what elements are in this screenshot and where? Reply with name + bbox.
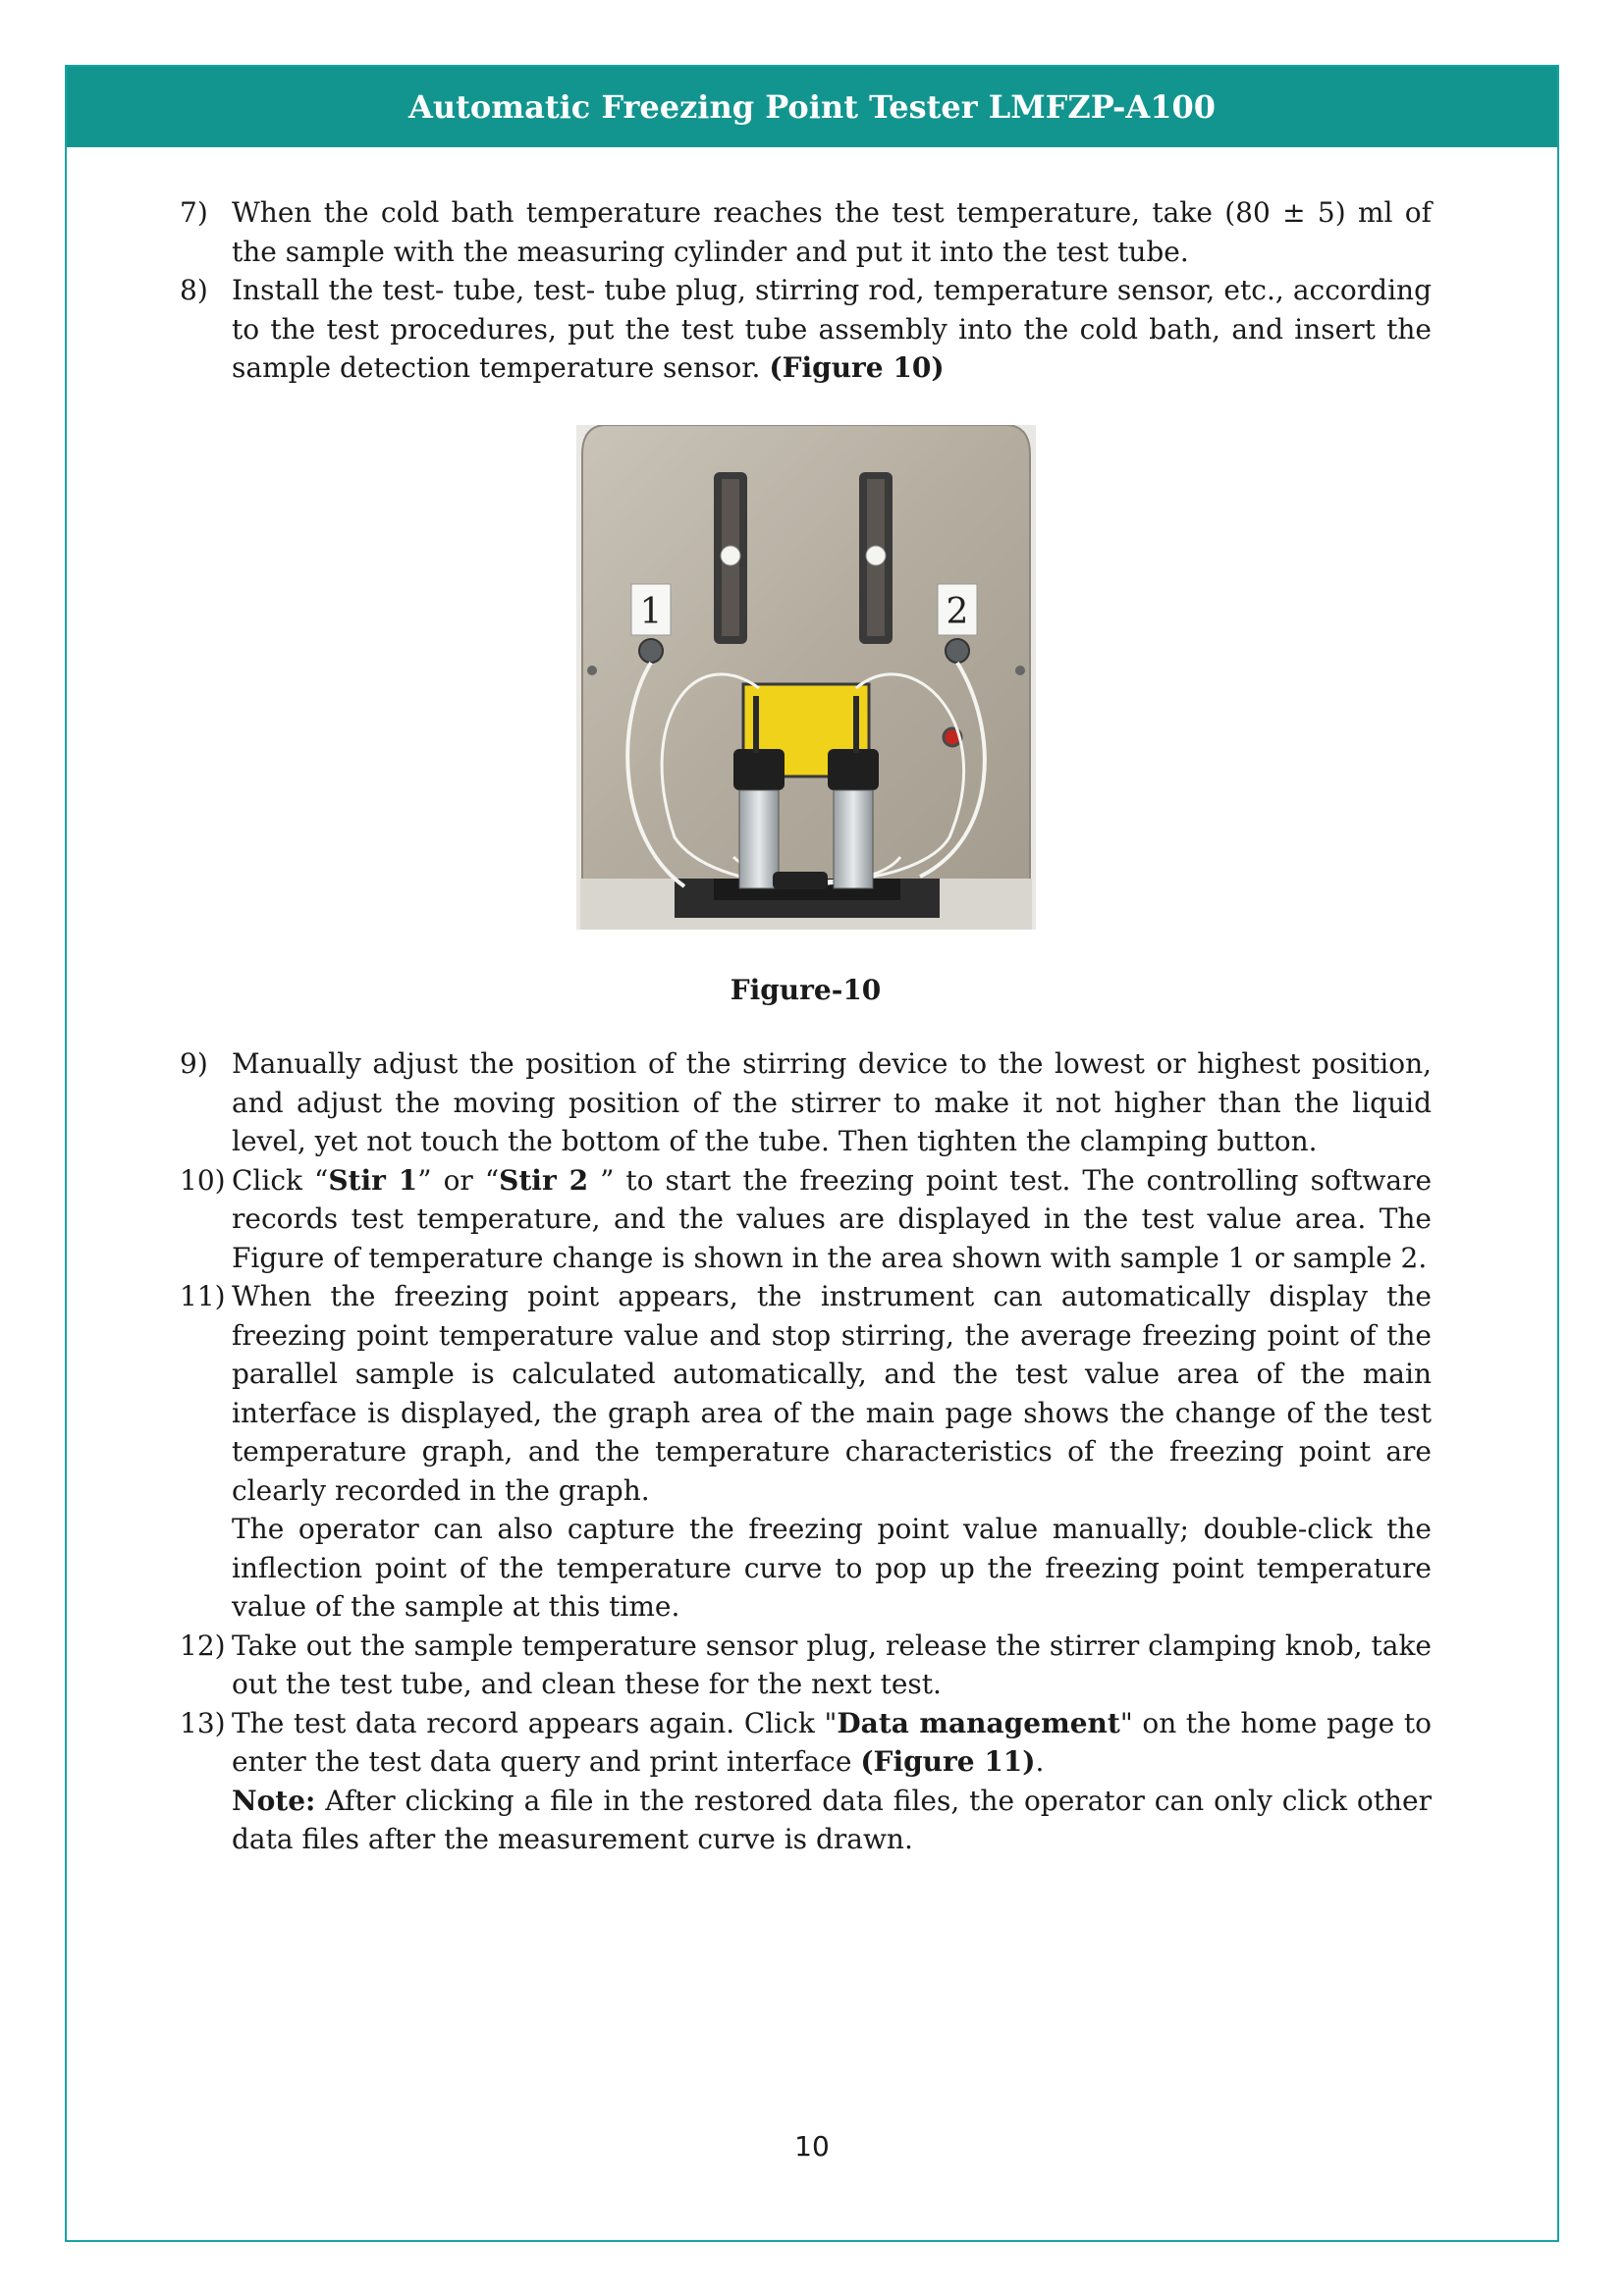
step-text-part: ” to start the freezing point test. The controlling software records test temperature, and the values are displayed in the test value area. The Figure of temperature change is shown in the area shown with sample 1 or sample 2. — [232, 1163, 1433, 1274]
figure-reference: (Figure 11) — [860, 1745, 1036, 1778]
step-10 — [180, 1161, 1432, 1278]
page-header — [67, 67, 1557, 147]
step-text-part: The test data record appears again. Click " — [232, 1706, 838, 1739]
freezing-tester-photo — [576, 425, 1036, 930]
step-text: Take out the sample temperature sensor plug, release the stirrer clamping knob, take out the test tube, and clean these for the next test. — [232, 1629, 1432, 1700]
step-number: 12) — [180, 1629, 226, 1662]
step-text: When the freezing point appears, the instrument can automatically display the freezing point temperature value and stop stirring, the average freezing point of the parallel sample is calculated automatically, and the test value area of the main interface is displayed, the graph area of the main page shows the change of the test temperature graph, and the temperature characteristics of the freezing point are clearly recorded in the graph. — [232, 1280, 1432, 1507]
step-number: 7) — [180, 196, 208, 229]
step-number: 10) — [180, 1163, 226, 1197]
step-12 — [180, 1627, 1432, 1704]
sensor-label-2: 2 — [946, 591, 968, 632]
step-13 — [180, 1704, 1432, 1859]
figure-10 — [180, 425, 1432, 930]
step-9 — [180, 1044, 1432, 1161]
step-8 — [180, 271, 1432, 388]
page-number: 10 — [794, 2130, 830, 2163]
step-text: Manually adjust the position of the stirring device to the lowest or highest position, and adjust the moving position of the stirrer to make it not higher than the liquid level, yet not touch the bottom of the tube. Then tighten the clamping button. — [232, 1047, 1432, 1157]
step-text-part: . — [1035, 1745, 1045, 1778]
step-text: When the cold bath temperature reaches the test temperature, take (80 ± 5) ml of the sample with the measuring cylinder and put it into the test tube. — [232, 196, 1432, 268]
step-text-part: " on the home page to enter the test data query and print interface — [232, 1706, 1433, 1778]
step-text-part: Click “ — [232, 1163, 329, 1197]
sensor-label-1: 1 — [639, 591, 662, 632]
step-7 — [180, 193, 1432, 271]
note-text: After clicking a file in the restored data files, the operator can only click other data files after the measurement curve is drawn. — [232, 1784, 1432, 1855]
step-number: 8) — [180, 274, 208, 306]
step-number: 13) — [180, 1706, 226, 1739]
button-reference-stir-1: Stir 1 — [328, 1163, 418, 1197]
step-text: The operator can also capture the freezing point value manually; double-click the inflection point of the temperature curve to pop up the freezing point temperature value of the sample at this time. — [232, 1513, 1432, 1623]
step-number: 11) — [180, 1280, 226, 1312]
header-title: Automatic Freezing Point Tester LMFZP-A100 — [408, 88, 1216, 126]
page-content — [180, 193, 1432, 1859]
button-reference-stir-2: Stir 2 — [499, 1163, 589, 1197]
note-label: Note: — [232, 1784, 316, 1817]
step-number: 9) — [180, 1047, 208, 1080]
step-text: Install the test- tube, test- tube plug, stirring rod, temperature sensor, etc., according to the test procedures, put the test tube assembly into the cold bath, and insert the sample detection temperature sensor. — [232, 274, 1432, 384]
figure-reference: (Figure 10) — [769, 351, 945, 384]
figure-caption: Figure-10 — [730, 973, 882, 1006]
step-text-part: ” or “ — [417, 1163, 500, 1197]
step-11 — [180, 1277, 1432, 1627]
button-reference-data-management: Data management — [837, 1706, 1120, 1739]
